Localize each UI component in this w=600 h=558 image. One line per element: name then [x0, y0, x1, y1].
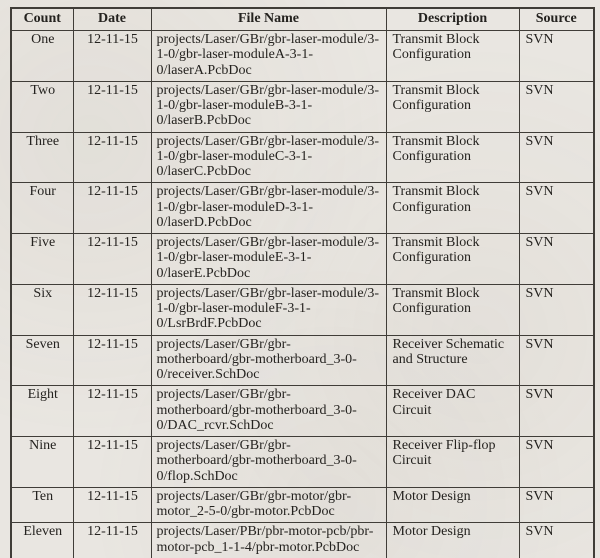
- table-row: [11, 234, 594, 285]
- file-name-cell: projects/Laser/GBr/gbr-laser-module/3-1-0/gbr-laser-moduleB-3-1-0/laserB.PcbDoc: [151, 81, 386, 132]
- description-cell: Transmit Block Configuration: [386, 234, 519, 285]
- description-cell: Motor Design: [386, 523, 519, 558]
- file-name-cell: projects/Laser/GBr/gbr-motherboard/gbr-motherboard_3-0-0/DAC_rcvr.SchDoc: [151, 386, 386, 437]
- count-cell: Eleven: [11, 523, 73, 558]
- source-cell: SVN: [519, 386, 594, 437]
- table-body: [11, 31, 594, 558]
- date-cell: 12-11-15: [73, 523, 151, 558]
- table-header: [11, 8, 594, 31]
- description-cell: Transmit Block Configuration: [386, 81, 519, 132]
- count-cell: Eight: [11, 386, 73, 437]
- description-cell: Transmit Block Configuration: [386, 183, 519, 234]
- count-cell: Six: [11, 284, 73, 335]
- description-cell: Receiver Flip-flop Circuit: [386, 437, 519, 488]
- header-row: [11, 8, 594, 31]
- description-cell: Transmit Block Configuration: [386, 31, 519, 82]
- file-name-cell: projects/Laser/GBr/gbr-motor/gbr-motor_2-5-0/gbr-motor.PcbDoc: [151, 487, 386, 523]
- table-row: [11, 386, 594, 437]
- date-cell: 12-11-15: [73, 335, 151, 386]
- date-cell: 12-11-15: [73, 183, 151, 234]
- column-header-file-name: File Name: [151, 8, 386, 31]
- count-cell: Three: [11, 132, 73, 183]
- file-name-cell: projects/Laser/GBr/gbr-laser-module/3-1-0/gbr-laser-moduleA-3-1-0/laserA.PcbDoc: [151, 31, 386, 82]
- column-header-description: Description: [386, 8, 519, 31]
- date-cell: 12-11-15: [73, 132, 151, 183]
- date-cell: 12-11-15: [73, 386, 151, 437]
- column-header-source: Source: [519, 8, 594, 31]
- file-name-cell: projects/Laser/GBr/gbr-laser-module/3-1-0/gbr-laser-moduleE-3-1-0/laserE.PcbDoc: [151, 234, 386, 285]
- table-row: [11, 437, 594, 488]
- date-cell: 12-11-15: [73, 284, 151, 335]
- date-cell: 12-11-15: [73, 31, 151, 82]
- count-cell: Four: [11, 183, 73, 234]
- table-row: [11, 132, 594, 183]
- count-cell: Ten: [11, 487, 73, 523]
- count-cell: Nine: [11, 437, 73, 488]
- table-row: [11, 284, 594, 335]
- description-cell: Transmit Block Configuration: [386, 132, 519, 183]
- count-cell: Two: [11, 81, 73, 132]
- file-name-cell: projects/Laser/GBr/gbr-laser-module/3-1-0/gbr-laser-moduleD-3-1-0/laserD.PcbDoc: [151, 183, 386, 234]
- source-cell: SVN: [519, 81, 594, 132]
- description-cell: Receiver DAC Circuit: [386, 386, 519, 437]
- source-cell: SVN: [519, 31, 594, 82]
- count-cell: One: [11, 31, 73, 82]
- column-header-count: Count: [11, 8, 73, 31]
- file-name-cell: projects/Laser/PBr/pbr-motor-pcb/pbr-motor-pcb_1-1-4/pbr-motor.PcbDoc: [151, 523, 386, 558]
- count-cell: Five: [11, 234, 73, 285]
- source-cell: SVN: [519, 284, 594, 335]
- source-cell: SVN: [519, 234, 594, 285]
- source-cell: SVN: [519, 487, 594, 523]
- table-row: [11, 335, 594, 386]
- source-cell: SVN: [519, 335, 594, 386]
- file-revision-table: [10, 7, 595, 558]
- date-cell: 12-11-15: [73, 437, 151, 488]
- count-cell: Seven: [11, 335, 73, 386]
- source-cell: SVN: [519, 437, 594, 488]
- table-row: [11, 183, 594, 234]
- file-name-cell: projects/Laser/GBr/gbr-motherboard/gbr-motherboard_3-0-0/receiver.SchDoc: [151, 335, 386, 386]
- table-row: [11, 487, 594, 523]
- source-cell: SVN: [519, 523, 594, 558]
- date-cell: 12-11-15: [73, 234, 151, 285]
- source-cell: SVN: [519, 183, 594, 234]
- file-name-cell: projects/Laser/GBr/gbr-laser-module/3-1-0/gbr-laser-moduleC-3-1-0/laserC.PcbDoc: [151, 132, 386, 183]
- file-name-cell: projects/Laser/GBr/gbr-motherboard/gbr-motherboard_3-0-0/flop.SchDoc: [151, 437, 386, 488]
- description-cell: Motor Design: [386, 487, 519, 523]
- file-name-cell: projects/Laser/GBr/gbr-laser-module/3-1-0/gbr-laser-moduleF-3-1-0/LsrBrdF.PcbDoc: [151, 284, 386, 335]
- table-row: [11, 81, 594, 132]
- source-cell: SVN: [519, 132, 594, 183]
- description-cell: Transmit Block Configuration: [386, 284, 519, 335]
- table-row: [11, 31, 594, 82]
- table-row: [11, 523, 594, 558]
- date-cell: 12-11-15: [73, 81, 151, 132]
- description-cell: Receiver Schematic and Structure: [386, 335, 519, 386]
- date-cell: 12-11-15: [73, 487, 151, 523]
- column-header-date: Date: [73, 8, 151, 31]
